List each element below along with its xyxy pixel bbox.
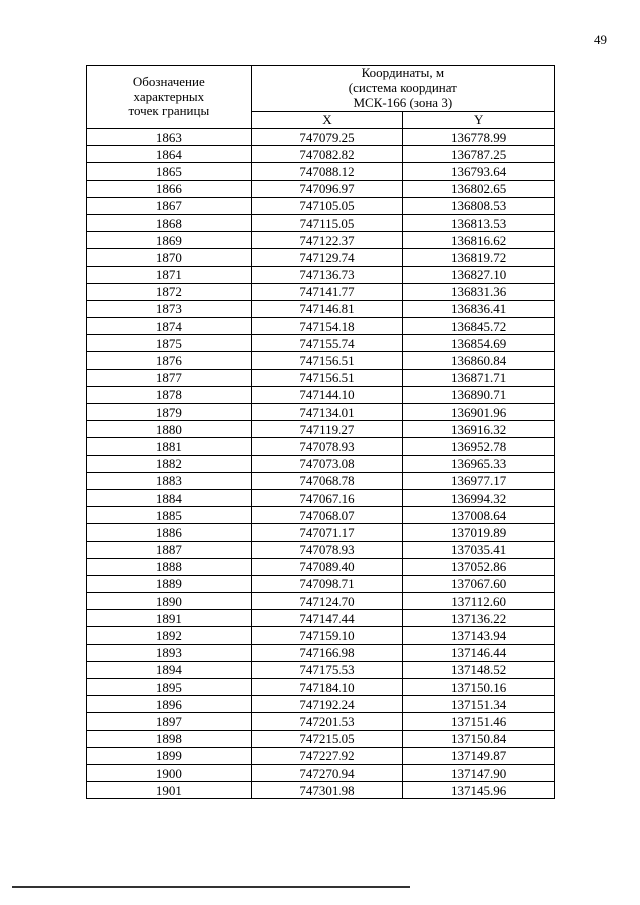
x-coordinate-cell: 747147.44	[251, 610, 403, 627]
x-coordinate-cell: 747134.01	[251, 404, 403, 421]
table-body	[87, 129, 555, 799]
y-coordinate-cell: 137112.60	[403, 593, 555, 610]
table-row	[87, 764, 555, 781]
point-id-cell: 1885	[87, 507, 252, 524]
y-coordinate-cell: 137147.90	[403, 764, 555, 781]
point-id-cell: 1898	[87, 730, 252, 747]
y-coordinate-cell: 136813.53	[403, 214, 555, 231]
y-column-header: Y	[403, 111, 555, 128]
y-coordinate-cell: 137035.41	[403, 541, 555, 558]
table-row	[87, 575, 555, 592]
y-coordinate-cell: 136808.53	[403, 197, 555, 214]
point-id-cell: 1891	[87, 610, 252, 627]
x-coordinate-cell: 747079.25	[251, 129, 403, 146]
table-row	[87, 249, 555, 266]
page-number: 49	[594, 32, 607, 47]
point-id-cell: 1871	[87, 266, 252, 283]
y-coordinate-cell: 137145.96	[403, 782, 555, 799]
x-coordinate-cell: 747159.10	[251, 627, 403, 644]
y-coordinate-cell: 136871.71	[403, 369, 555, 386]
y-coordinate-cell: 136977.17	[403, 472, 555, 489]
x-coordinate-cell: 747067.16	[251, 489, 403, 506]
y-coordinate-cell: 136816.62	[403, 232, 555, 249]
y-coordinate-cell: 136845.72	[403, 318, 555, 335]
designation-header	[87, 66, 252, 129]
table-row	[87, 129, 555, 146]
point-id-cell: 1872	[87, 283, 252, 300]
table-row	[87, 489, 555, 506]
table-row	[87, 661, 555, 678]
table-row	[87, 593, 555, 610]
point-id-cell: 1897	[87, 713, 252, 730]
point-id-cell: 1896	[87, 696, 252, 713]
table-row	[87, 713, 555, 730]
point-id-cell: 1900	[87, 764, 252, 781]
x-column-header: X	[251, 111, 403, 128]
table-row	[87, 438, 555, 455]
y-coordinate-cell: 136901.96	[403, 404, 555, 421]
x-coordinate-cell: 747144.10	[251, 386, 403, 403]
y-coordinate-cell: 137136.22	[403, 610, 555, 627]
y-coordinate-cell: 136802.65	[403, 180, 555, 197]
point-id-cell: 1877	[87, 369, 252, 386]
table-row	[87, 197, 555, 214]
x-coordinate-cell: 747215.05	[251, 730, 403, 747]
table-row	[87, 507, 555, 524]
y-coordinate-cell: 137150.16	[403, 679, 555, 696]
table-row	[87, 180, 555, 197]
y-coordinate-cell: 136854.69	[403, 335, 555, 352]
x-coordinate-cell: 747068.78	[251, 472, 403, 489]
coordinates-header-line: Координаты, м	[361, 65, 445, 80]
table-row	[87, 679, 555, 696]
y-coordinate-cell: 137052.86	[403, 558, 555, 575]
point-id-cell: 1869	[87, 232, 252, 249]
table-row	[87, 283, 555, 300]
table-row	[87, 232, 555, 249]
x-coordinate-cell: 747166.98	[251, 644, 403, 661]
point-id-cell: 1890	[87, 593, 252, 610]
table-row	[87, 146, 555, 163]
table-row	[87, 782, 555, 799]
point-id-cell: 1867	[87, 197, 252, 214]
point-id-cell: 1873	[87, 300, 252, 317]
x-coordinate-cell: 747270.94	[251, 764, 403, 781]
point-id-cell: 1882	[87, 455, 252, 472]
designation-header-line: точек границы	[128, 103, 210, 119]
y-coordinate-cell: 137149.87	[403, 747, 555, 764]
table-row	[87, 696, 555, 713]
x-coordinate-cell: 747089.40	[251, 558, 403, 575]
x-coordinate-cell: 747141.77	[251, 283, 403, 300]
table-row	[87, 541, 555, 558]
point-id-cell: 1887	[87, 541, 252, 558]
point-id-cell: 1899	[87, 747, 252, 764]
table-row	[87, 558, 555, 575]
designation-header-line: характерных	[133, 88, 205, 104]
designation-header-line: Обозначение	[132, 73, 205, 89]
y-coordinate-cell: 137067.60	[403, 575, 555, 592]
x-coordinate-cell: 747156.51	[251, 352, 403, 369]
table-row	[87, 472, 555, 489]
point-id-cell: 1874	[87, 318, 252, 335]
point-id-cell: 1901	[87, 782, 252, 799]
y-coordinate-cell: 136793.64	[403, 163, 555, 180]
x-coordinate-cell: 747156.51	[251, 369, 403, 386]
y-coordinate-cell: 137151.46	[403, 713, 555, 730]
x-coordinate-cell: 747146.81	[251, 300, 403, 317]
point-id-cell: 1895	[87, 679, 252, 696]
y-coordinate-cell: 136916.32	[403, 421, 555, 438]
table-row	[87, 644, 555, 661]
table-row	[87, 404, 555, 421]
point-id-cell: 1865	[87, 163, 252, 180]
y-coordinate-cell: 136831.36	[403, 283, 555, 300]
x-coordinate-cell: 747227.92	[251, 747, 403, 764]
y-coordinate-cell: 136778.99	[403, 129, 555, 146]
x-coordinate-cell: 747154.18	[251, 318, 403, 335]
point-id-cell: 1870	[87, 249, 252, 266]
point-id-cell: 1893	[87, 644, 252, 661]
x-coordinate-cell: 747098.71	[251, 575, 403, 592]
table-row	[87, 455, 555, 472]
table-row	[87, 386, 555, 403]
y-coordinate-cell: 136819.72	[403, 249, 555, 266]
table-row	[87, 163, 555, 180]
coordinates-header-line: МСК-166 (зона 3)	[353, 94, 453, 110]
y-coordinate-cell: 137146.44	[403, 644, 555, 661]
point-id-cell: 1875	[87, 335, 252, 352]
point-id-cell: 1880	[87, 421, 252, 438]
point-id-cell: 1878	[87, 386, 252, 403]
y-coordinate-cell: 136965.33	[403, 455, 555, 472]
point-id-cell: 1888	[87, 558, 252, 575]
table-header	[87, 66, 555, 129]
table-row	[87, 318, 555, 335]
x-coordinate-cell: 747096.97	[251, 180, 403, 197]
table-row	[87, 335, 555, 352]
table-row	[87, 627, 555, 644]
y-coordinate-cell: 136827.10	[403, 266, 555, 283]
point-id-cell: 1892	[87, 627, 252, 644]
table-row	[87, 421, 555, 438]
point-id-cell: 1881	[87, 438, 252, 455]
x-coordinate-cell: 747201.53	[251, 713, 403, 730]
point-id-cell: 1886	[87, 524, 252, 541]
point-id-cell: 1866	[87, 180, 252, 197]
x-coordinate-cell: 747071.17	[251, 524, 403, 541]
y-coordinate-cell: 136787.25	[403, 146, 555, 163]
y-coordinate-cell: 136994.32	[403, 489, 555, 506]
x-coordinate-cell: 747136.73	[251, 266, 403, 283]
point-id-cell: 1894	[87, 661, 252, 678]
x-coordinate-cell: 747122.37	[251, 232, 403, 249]
point-id-cell: 1863	[87, 129, 252, 146]
y-coordinate-cell: 136836.41	[403, 300, 555, 317]
y-coordinate-cell: 137008.64	[403, 507, 555, 524]
coordinates-header	[251, 66, 554, 112]
table-row	[87, 610, 555, 627]
y-coordinate-cell: 137151.34	[403, 696, 555, 713]
x-coordinate-cell: 747184.10	[251, 679, 403, 696]
table-row	[87, 300, 555, 317]
point-id-cell: 1884	[87, 489, 252, 506]
point-id-cell: 1889	[87, 575, 252, 592]
x-coordinate-cell: 747073.08	[251, 455, 403, 472]
x-coordinate-cell: 747115.05	[251, 214, 403, 231]
y-coordinate-cell: 136952.78	[403, 438, 555, 455]
y-coordinate-cell: 137143.94	[403, 627, 555, 644]
x-coordinate-cell: 747175.53	[251, 661, 403, 678]
y-coordinate-cell: 137019.89	[403, 524, 555, 541]
x-coordinate-cell: 747124.70	[251, 593, 403, 610]
bottom-rule	[12, 886, 410, 888]
coordinates-header-line: (система координат	[348, 79, 457, 95]
x-coordinate-cell: 747192.24	[251, 696, 403, 713]
point-id-cell: 1883	[87, 472, 252, 489]
x-coordinate-cell: 747078.93	[251, 438, 403, 455]
table-row	[87, 730, 555, 747]
table-row	[87, 214, 555, 231]
x-coordinate-cell: 747088.12	[251, 163, 403, 180]
point-id-cell: 1868	[87, 214, 252, 231]
point-id-cell: 1879	[87, 404, 252, 421]
point-id-cell: 1876	[87, 352, 252, 369]
x-coordinate-cell: 747119.27	[251, 421, 403, 438]
table-row	[87, 352, 555, 369]
x-coordinate-cell: 747082.82	[251, 146, 403, 163]
coordinates-table	[86, 65, 555, 799]
x-coordinate-cell: 747129.74	[251, 249, 403, 266]
point-id-cell: 1864	[87, 146, 252, 163]
y-coordinate-cell: 136890.71	[403, 386, 555, 403]
y-coordinate-cell: 136860.84	[403, 352, 555, 369]
x-coordinate-cell: 747068.07	[251, 507, 403, 524]
x-coordinate-cell: 747155.74	[251, 335, 403, 352]
x-coordinate-cell: 747078.93	[251, 541, 403, 558]
y-coordinate-cell: 137150.84	[403, 730, 555, 747]
table-row	[87, 524, 555, 541]
table-row	[87, 266, 555, 283]
x-coordinate-cell: 747105.05	[251, 197, 403, 214]
table-row	[87, 747, 555, 764]
y-coordinate-cell: 137148.52	[403, 661, 555, 678]
x-coordinate-cell: 747301.98	[251, 782, 403, 799]
table-row	[87, 369, 555, 386]
